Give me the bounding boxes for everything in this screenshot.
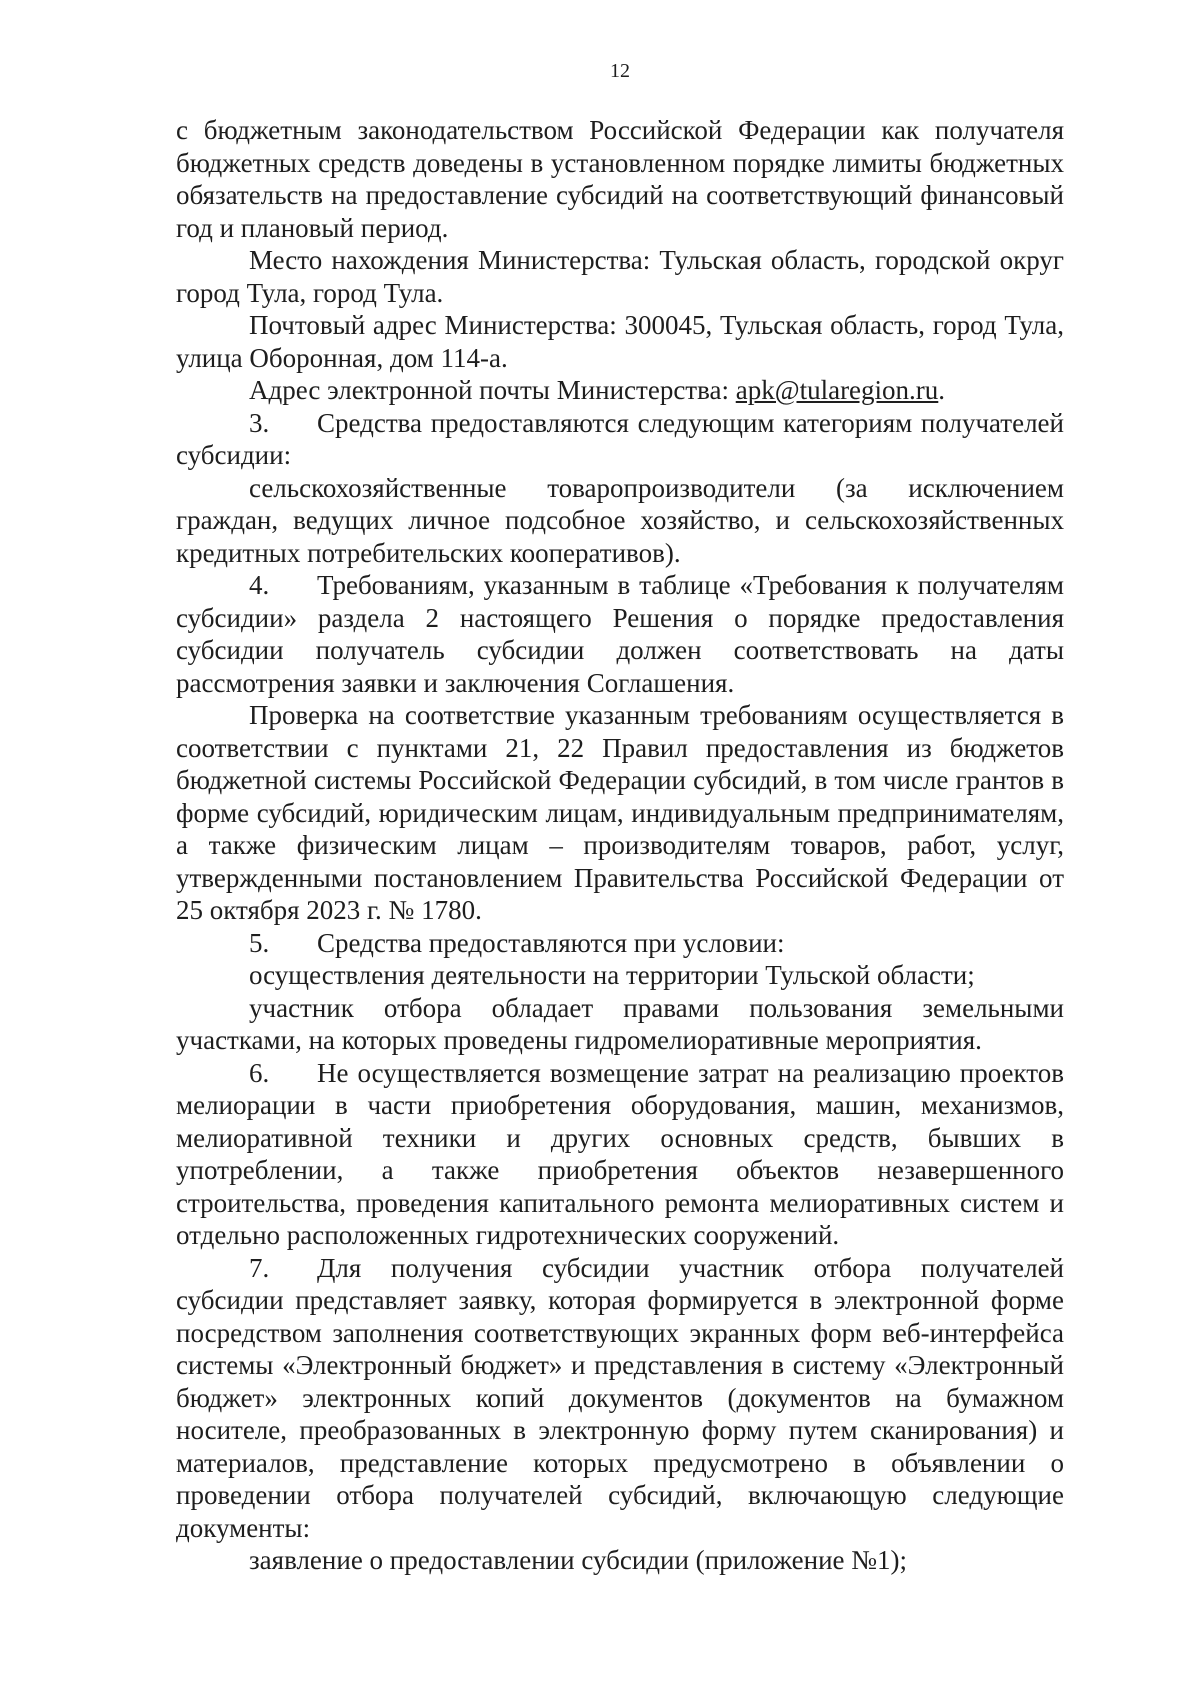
paragraph-postal-address: Почтовый адрес Министерства: 300045, Тульская область, город Тула, улица Оборонная, дом 114-а.	[176, 310, 1064, 373]
document-body	[176, 114, 1064, 1577]
paragraph-email	[176, 374, 1064, 407]
item-number: 3.	[249, 407, 270, 438]
item-text: Требованиям, указанным в таблице «Требования к получателям субсидии» раздела 2 настоящего Решения о порядке предоставления субсидии получатель субсидии должен соответствовать на даты рассмотрения заявки и заключения Соглашения.	[176, 570, 1064, 698]
email-suffix: .	[938, 375, 946, 405]
item-number: 5.	[249, 927, 270, 958]
paragraph-item-5	[176, 927, 1064, 960]
paragraph-item-7	[176, 1252, 1064, 1545]
page-number: 12	[610, 60, 630, 82]
email-link[interactable]: apk@tularegion.ru	[735, 375, 939, 405]
paragraph-condition-territory: осуществления деятельности на территории Тульской области;	[249, 960, 975, 990]
paragraph-recipients: сельскохозяйственные товаропроизводители (за исключением граждан, ведущих личное подсобное хозяйство, и сельскохозяйственных кредитных потребительских кооперативов).	[176, 472, 1064, 568]
item-text: Не осуществляется возмещение затрат на реализацию проектов мелиорации в части приобретения оборудования, машин, механизмов, мелиоративной техники и других основных средств, бывших в употреблении, а также приобретения объектов незавершенного строительства, проведения капитального ремонта мелиоративных систем и отдельно расположенных гидротехнических сооружений.	[176, 1057, 1064, 1250]
paragraph-item-3	[176, 407, 1064, 472]
paragraph-application-document: заявление о предоставлении субсидии (приложение №1);	[249, 1545, 908, 1575]
paragraph-item-6	[176, 1057, 1064, 1252]
item-number: 6.	[249, 1057, 270, 1088]
paragraph-ministry-location: Место нахождения Министерства: Тульская область, городской округ город Тула, город Тула.	[176, 245, 1064, 308]
item-text: Средства предоставляются следующим категориям получателей субсидии:	[176, 407, 1064, 470]
item-text: Средства предоставляются при условии:	[317, 927, 785, 958]
paragraph-budget-limits: с бюджетным законодательством Российской Федерации как получателя бюджетных средств доведены в установленном порядке лимиты бюджетных обязательств на предоставление субсидий на соответствующий финансовый год и плановый период.	[176, 115, 1064, 243]
paragraph-item-4	[176, 569, 1064, 699]
email-label: Адрес электронной почты Министерства:	[249, 375, 736, 405]
paragraph-verification: Проверка на соответствие указанным требованиям осуществляется в соответствии с пунктами 21, 22 Правил предоставления из бюджетов бюджетной системы Российской Федерации субсидий, в том числе грантов в форме субсидий, юридическим лицам, индивидуальным предпринимателям, а также физическим лицам – производителям товаров, работ, услуг, утвержденными постановлением Правительства Российской Федерации от 25 октября 2023 г. № 1780.	[176, 700, 1064, 925]
item-text: Для получения субсидии участник отбора получателей субсидии представляет заявку, которая формируется в электронной форме посредством заполнения соответствующих экранных форм веб-интерфейса системы «Электронный бюджет» и представления в систему «Электронный бюджет» электронных копий документов (документов на бумажном носителе, преобразованных в электронную форму путем сканирования) и материалов, представление которых предусмотрено в объявлении о проведении отбора получателей субсидий, включающую следующие документы:	[176, 1252, 1064, 1543]
item-number: 7.	[249, 1252, 270, 1283]
paragraph-condition-land: участник отбора обладает правами пользования земельными участками, на которых проведены гидромелиоративные мероприятия.	[176, 992, 1064, 1055]
item-number: 4.	[249, 570, 270, 600]
